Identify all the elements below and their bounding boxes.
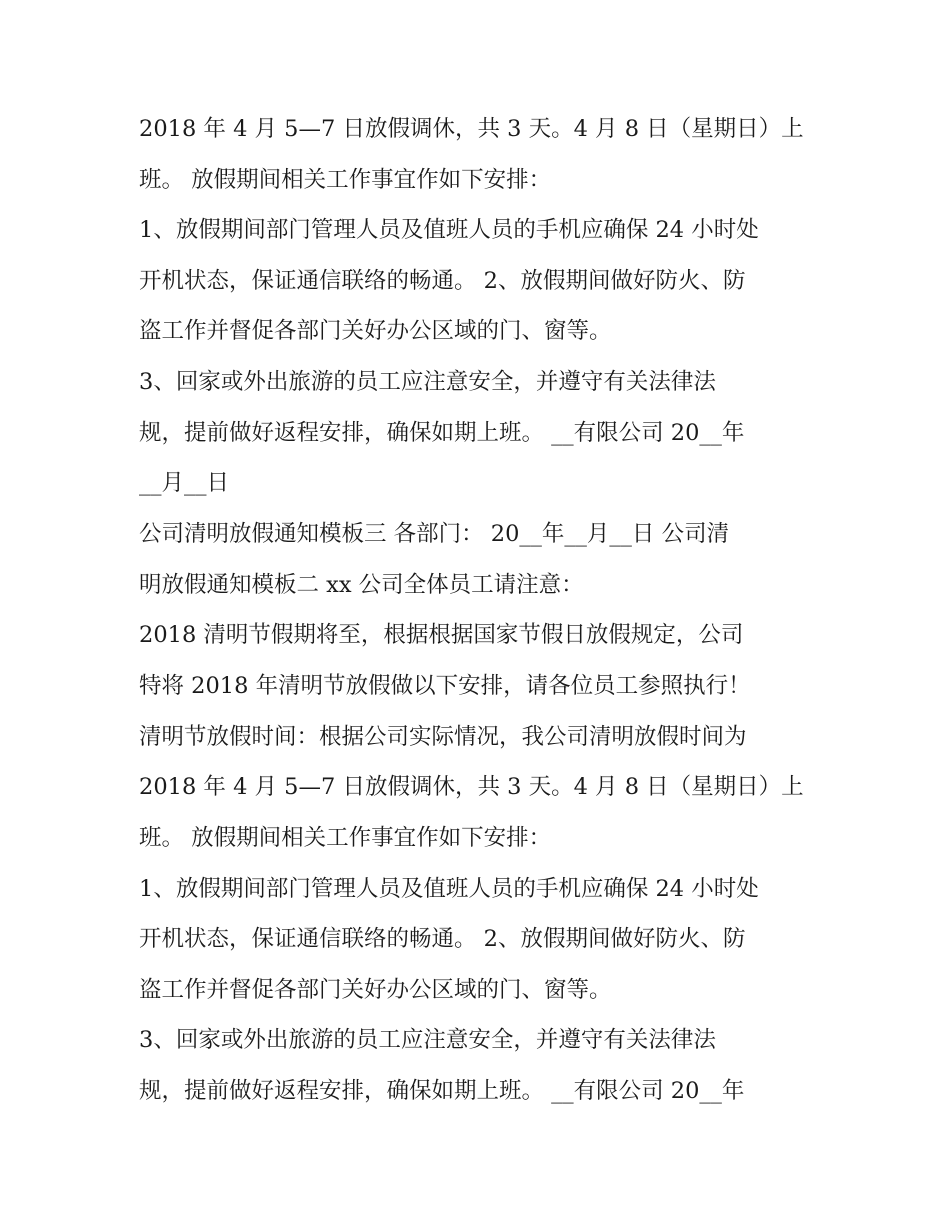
text-line: 1、放假期间部门管理人员及值班人员的手机应确保 24 小时处 [139,217,759,243]
text-line: 班。 放假期间相关工作事宜作如下安排： [139,167,552,193]
text-line: 3、回家或外出旅游的员工应注意安全，并遵守有关法律法 [139,369,716,395]
text-line: 特将 2018 年清明节放假做以下安排，请各位员工参照执行！ [139,673,751,699]
text-line: 1、放假期间部门管理人员及值班人员的手机应确保 24 小时处 [139,876,759,902]
text-line: 2018 清明节假期将至，根据根据国家节假日放假规定，公司 [139,622,744,648]
text-line: 3、回家或外出旅游的员工应注意安全，并遵守有关法律法 [139,1027,716,1053]
text-line: 2018 年 4 月 5—7 日放假调休，共 3 天。4 月 8 日（星期日）上 [139,774,804,800]
text-line: 清明节放假时间：根据公司实际情况，我公司清明放假时间为 [139,724,747,750]
text-line: 2018 年 4 月 5—7 日放假调休，共 3 天。4 月 8 日（星期日）上 [139,116,804,142]
text-line: 开机状态，保证通信联络的畅通。 2、放假期间做好防火、防 [139,268,746,294]
text-line: 班。 放假期间相关工作事宜作如下安排： [139,825,552,851]
text-line: 盗工作并督促各部门关好办公区域的门、窗等。 [139,977,612,1003]
text-line: 开机状态，保证通信联络的畅通。 2、放假期间做好防火、防 [139,926,746,952]
text-line: 明放假通知模板二 xx 公司全体员工请注意： [139,572,584,598]
text-line: 公司清明放假通知模板三 各部门： 20__年__月__日 公司清 [139,521,730,547]
text-line: __月__日 [139,470,230,496]
text-line: 规，提前做好返程安排，确保如期上班。 __有限公司 20__年 [139,1078,745,1104]
text-line: 规，提前做好返程安排，确保如期上班。 __有限公司 20__年 [139,420,745,446]
text-line: 盗工作并督促各部门关好办公区域的门、窗等。 [139,318,612,344]
